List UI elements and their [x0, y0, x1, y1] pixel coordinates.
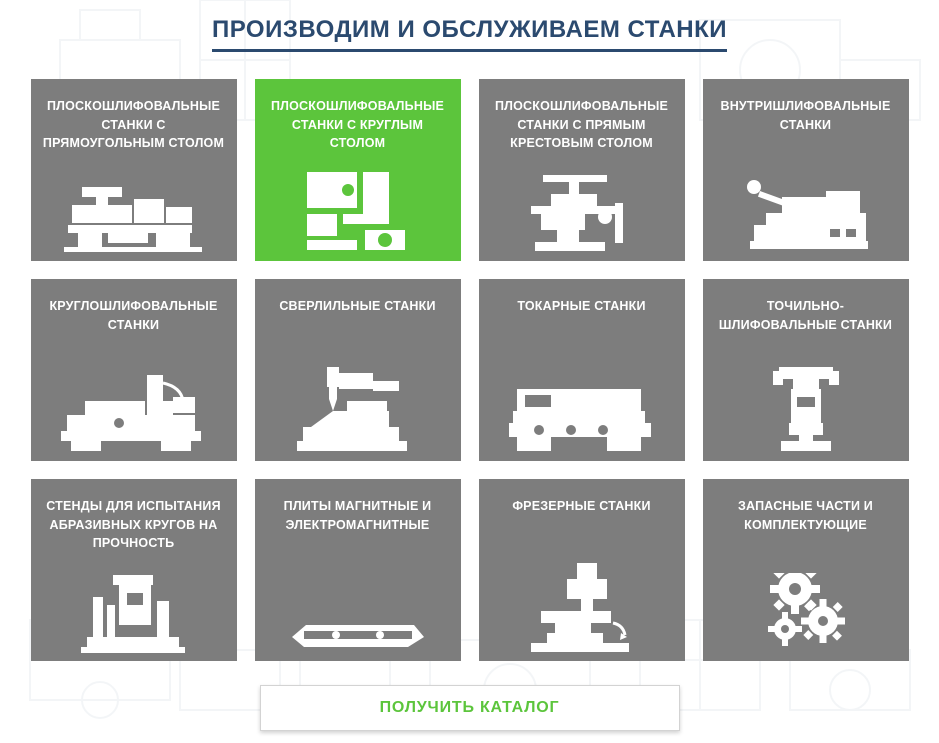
category-card-surface-grinder-round-table[interactable]: [255, 79, 461, 261]
surface-grinder-rect-table-icon: [31, 157, 237, 253]
category-card-cylindrical-grinder[interactable]: [31, 279, 237, 461]
category-card-label: ПЛОСКОШЛИФОВАЛЬНЫЕ СТАНКИ С ПРЯМЫМ КРЕСТОВЫМ СТОЛОМ: [494, 98, 669, 151]
surface-grinder-round-table-icon: [255, 157, 461, 253]
category-card-label: ПЛОСКОШЛИФОВАЛЬНЫЕ СТАНКИ С ПРЯМОУГОЛЬНЫМ СТОЛОМ: [42, 98, 225, 151]
cta-area: [30, 685, 910, 731]
abrasive-wheel-test-stand-icon: [31, 557, 237, 653]
category-card-milling-machine[interactable]: [479, 479, 685, 661]
drilling-machine-icon: [255, 357, 461, 453]
bench-grinder-icon: [703, 357, 909, 453]
gears-icon: [703, 557, 909, 653]
lathe-icon: [479, 357, 685, 453]
category-card-label: ТОЧИЛЬНО-ШЛИФОВАЛЬНЫЕ СТАНКИ: [718, 298, 893, 332]
category-card-lathe[interactable]: [479, 279, 685, 461]
category-card-spare-parts[interactable]: [703, 479, 909, 661]
category-card-label: ВНУТРИШЛИФОВАЛЬНЫЕ СТАНКИ: [720, 98, 891, 132]
page-title: ПРОИЗВОДИМ И ОБСЛУЖИВАЕМ СТАНКИ: [212, 16, 727, 52]
category-card-bench-grinder[interactable]: [703, 279, 909, 461]
category-card-label: СТЕНДЫ ДЛЯ ИСПЫТАНИЯ АБРАЗИВНЫХ КРУГОВ НА ПРОЧНОСТЬ: [46, 498, 221, 551]
milling-machine-icon: [479, 557, 685, 653]
surface-grinder-cross-table-icon: [479, 157, 685, 253]
category-card-label: ПЛОСКОШЛИФОВАЛЬНЫЕ СТАНКИ С КРУГЛЫМ СТОЛОМ: [270, 98, 445, 151]
category-card-surface-grinder-cross-table[interactable]: [479, 79, 685, 261]
category-card-internal-grinder[interactable]: [703, 79, 909, 261]
category-card-abrasive-wheel-test-stand[interactable]: [31, 479, 237, 661]
category-card-label: КРУГЛОШЛИФОВАЛЬНЫЕ СТАНКИ: [49, 298, 218, 332]
get-catalog-button[interactable]: ПОЛУЧИТЬ КАТАЛОГ: [260, 685, 680, 731]
category-card-magnetic-plate[interactable]: [255, 479, 461, 661]
internal-grinder-icon: [703, 157, 909, 253]
category-card-label: ФРЕЗЕРНЫЕ СТАНКИ: [512, 498, 651, 513]
magnetic-plate-icon: [255, 557, 461, 653]
category-card-label: ТОКАРНЫЕ СТАНКИ: [517, 298, 646, 313]
cylindrical-grinder-icon: [31, 357, 237, 453]
machine-category-grid: [30, 79, 910, 661]
category-card-drilling-machine[interactable]: [255, 279, 461, 461]
category-card-label: СВЕРЛИЛЬНЫЕ СТАНКИ: [279, 298, 436, 313]
category-card-surface-grinder-rect-table[interactable]: [31, 79, 237, 261]
category-card-label: ЗАПАСНЫЕ ЧАСТИ И КОМПЛЕКТУЮЩИЕ: [738, 498, 873, 532]
category-card-label: ПЛИТЫ МАГНИТНЫЕ И ЭЛЕКТРОМАГНИТНЫЕ: [283, 498, 432, 532]
